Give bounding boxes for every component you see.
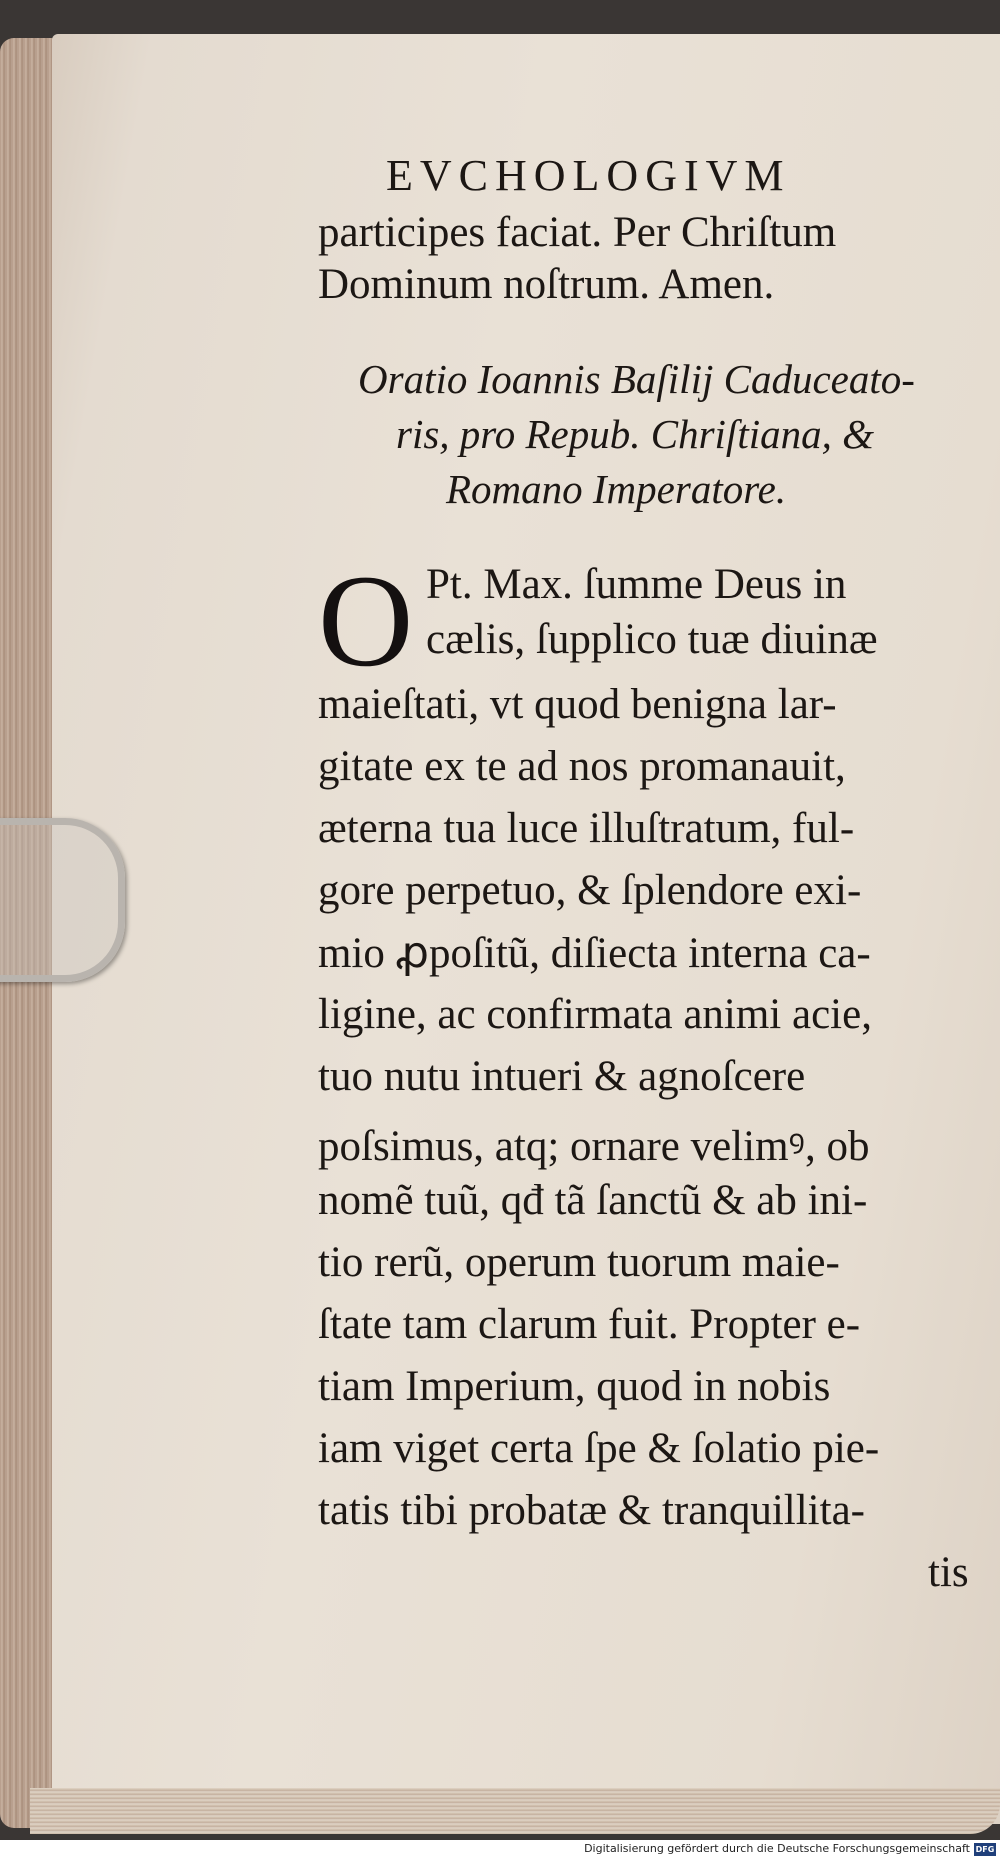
text-line: tio rerũ, operum tuorum maie- <box>318 1239 840 1286</box>
page-clip <box>0 818 125 982</box>
text-line: tuo nutu intueri & agnoſcere <box>318 1053 806 1100</box>
footer-credit: Digitalisierung gefördert durch die Deutsche Forschungsgemeinschaft <box>584 1842 970 1855</box>
text-line: iam viget certa ſpe & ſolatio pie- <box>318 1425 880 1472</box>
prayer-title-line: ris, pro Repub. Chriſtiana, & <box>396 411 874 457</box>
text-line: ſtate tam clarum fuit. Propter e- <box>318 1301 861 1348</box>
book-bottom-edge <box>30 1788 1000 1834</box>
dfg-logo-icon: DFG <box>975 1845 995 1854</box>
text-line: Dominum noſtrum. Amen. <box>318 261 775 308</box>
prayer-title-line: Romano Imperatore. <box>446 466 787 512</box>
text-line: participes faciat. Per Chriſtum <box>318 209 837 256</box>
text-line: tatis tibi probatæ & tranquillita- <box>318 1487 865 1534</box>
text-line: ligine, ac confirmata animi acie, <box>318 991 872 1038</box>
text-line: æterna tua luce illuſtratum, ful- <box>318 805 855 852</box>
text-line: Pt. Max. ſumme Deus in <box>426 561 847 608</box>
text-line: nomẽ tuũ, qđ tã ſanctũ & ab ini- <box>318 1177 868 1224</box>
running-head: EVCHOLOGIVM <box>386 151 791 200</box>
catchword: tis <box>928 1549 969 1596</box>
text-line: maieſtati, vt quod benigna lar- <box>318 681 837 728</box>
drop-cap: O <box>318 547 414 694</box>
text-line: gore perpetuo, & ſplendore exi- <box>318 867 862 914</box>
text-line: gitate ex te ad nos promanauit, <box>318 743 846 790</box>
prayer-title-line: Oratio Ioannis Baſilij Caduceato- <box>358 356 915 402</box>
text-line: cælis, ſupplico tuæ diuinæ <box>426 616 878 663</box>
text-line: tiam Imperium, quod in nobis <box>318 1363 831 1410</box>
text-line: mio ꝓpoſitũ, diſiecta interna ca- <box>318 930 871 977</box>
text-line: poſsimus, atq; ornare velimꝰ, ob <box>318 1123 870 1170</box>
footer-bar <box>0 1840 1000 1861</box>
